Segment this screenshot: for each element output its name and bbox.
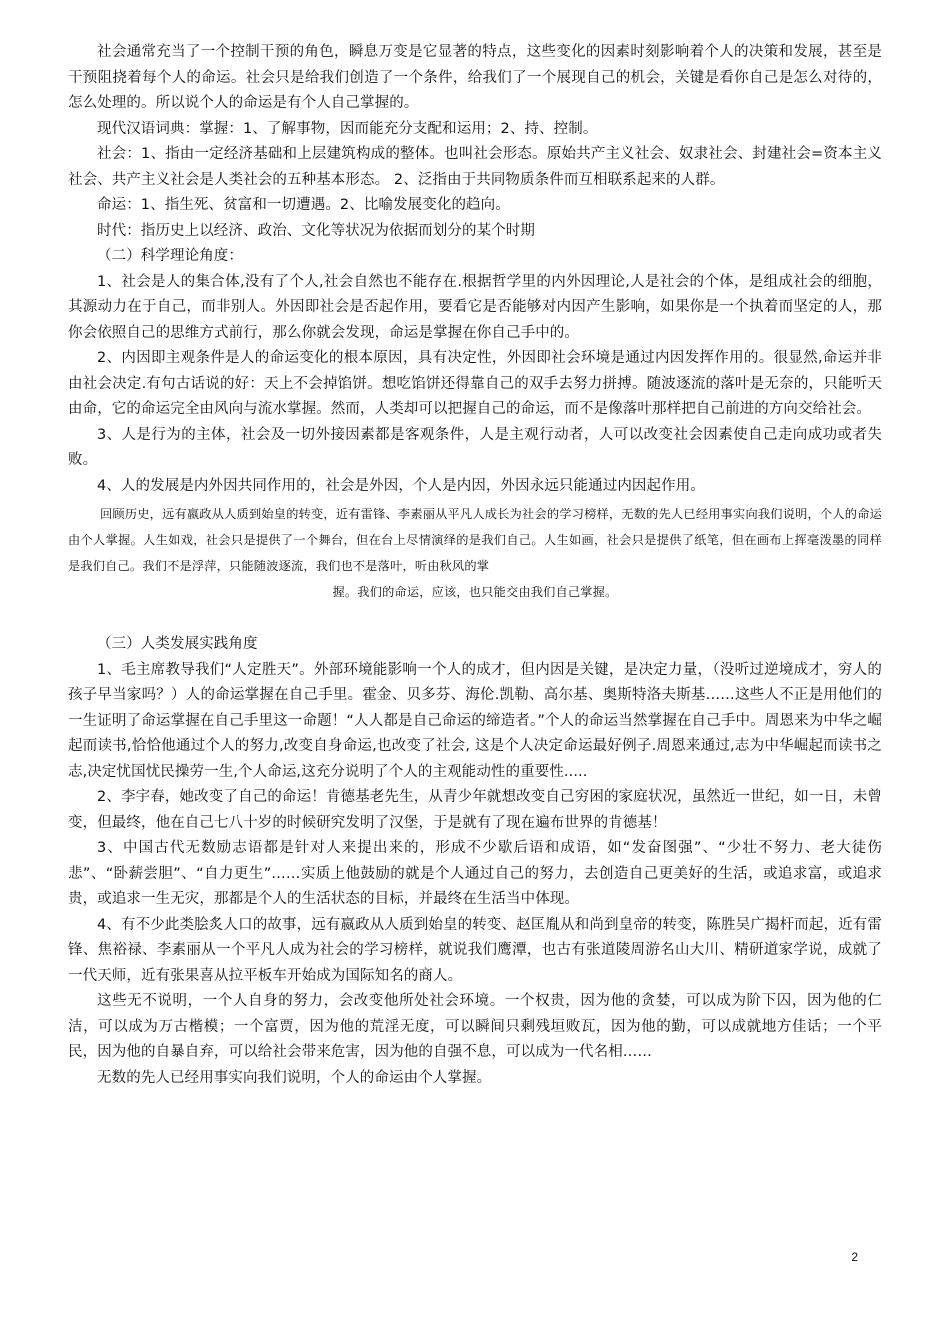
- paragraph-theory-point-2: 2、内因即主观条件是人的命运变化的根本原因，具有决定性，外因即社会环境是通过内因发挥作用的。很显然,命运并非由社会决定.有句古话说的好：天上不会掉馅饼。想吃馅饼还得靠自己的双手去努力拼搏。随波逐流的落叶是无奈的，只能听天由命，它的命运完全由风向与流水掌握。然而，人类却可以把握自己的命运，而不是像落叶那样把自己前进的方向交给社会。: [68, 350, 882, 417]
- paragraph-social-role: 社会通常充当了一个控制干预的角色，瞬息万变是它显著的特点，这些变化的因素时刻影响着个人的决策和发展，甚至是干预阻挠着每个人的命运。社会只是给我们创造了一个条件，给我们了一个展现自己的机会，关键是看你自己是怎么对待的，怎么处理的。所以说个人的命运是有个人自己掌握的。: [68, 44, 882, 111]
- paragraph-dictionary-fate: 命运：1、指生死、贫富和一切遭遇。2、比喻发展变化的趋向。: [97, 197, 510, 213]
- paragraph-dictionary-society: 社会：1、指由一定经济基础和上层建筑构成的整体。也叫社会形态。原始共产主义社会、奴隶社会、封建社会=资本主义社会、共产主义社会是人类社会的五种基本形态。 2、泛指由于共同物质条件而互相联系起来的人群。: [68, 146, 882, 188]
- paragraph-conclusion: 无数的先人已经用事实向我们说明，个人的命运由个人掌握。: [97, 1069, 492, 1086]
- section-spacer: [68, 605, 882, 632]
- section-heading-human-practice: （三）人类发展实践角度: [97, 636, 258, 652]
- paragraph-history-review: [68, 501, 882, 605]
- document-body: [68, 40, 882, 1091]
- paragraph-practice-point-1: 1、毛主席教导我们“人定胜天”。外部环境能影响一个人的成才，但内因是关键，是决定力量，（没听过逆境成才，穷人的孩子早当家吗？）人的命运掌握在自己手里。霍金、贝多芬、海伦.凯勒、高尔基、奥斯特洛夫斯基……这些人不正是用他们的一生证明了命运掌握在自己手里这一命题！“人人都是自己命运的缔造者。”个人的命运当然掌握在自己手中。周恩来为中华之崛起而读书,恰恰他通过个人的努力,改变自身命运,也改变了社会, 这是个人决定命运最好例子.周恩来通过,志为中华崛起而读书之志,决定忧国忧民操劳一生,个人命运,这充分说明了个人的主观能动性的重要性.....: [68, 661, 882, 780]
- history-review-main-text: 回顾历史，远有嬴政从人质到始皇的转变，近有雷锋、李素丽从平凡人成长为社会的学习榜样，无数的先人已经用事实向我们说明，个人的命运由个人掌握。人生如戏，社会只是提供了一个舞台，但在台上尽情演绎的是我们自己。人生如画，社会只是提供了纸笔，但在画布上挥毫泼墨的同样是我们自己。我们不是浮萍，只能随波逐流，我们也不是落叶，听由秋风的掌: [68, 507, 882, 573]
- paragraph-practice-point-4: 4、有不少此类脍炙人口的故事，远有嬴政从人质到始皇的转变、赵匡胤从和尚到皇帝的转变，陈胜吴广揭杆而起，近有雷锋、焦裕禄、李素丽从一个平凡人成为社会的学习榜样，就说我们鹰潭，也古有张道陵周游名山大川、精研道家学说，成就了一代天师，近有张果喜从拉平板车开始成为国际知名的商人。: [68, 916, 882, 984]
- page-number: 2: [851, 1250, 858, 1264]
- history-review-last-line: 握。我们的命运，应该，也只能交由我们自己掌握。: [332, 585, 618, 599]
- paragraph-theory-point-4: 4、人的发展是内外因共同作用的，社会是外因，个人是内因，外因永远只能通过内因起作用。: [97, 477, 705, 494]
- paragraph-theory-point-3: 3、人是行为的主体，社会及一切外接因素都是客观条件，人是主观行动者，人可以改变社会因素使自己走向成功或者失败。: [68, 426, 882, 468]
- paragraph-self-effort: 这些无不说明，一个人自身的努力，会改变他所处社会环境。一个权贵，因为他的贪婪，可以成为阶下囚，因为他的仁洁，可以成为万古楷模；一个富贾，因为他的荒淫无度，可以瞬间只剩残垣败瓦，因为他的勤，可以成就地方佳话；一个平民，因为他的自暴自弃，可以给社会带来危害，因为他的自强不息，可以成为一代名相……: [68, 993, 882, 1060]
- paragraph-dictionary-grasp: 现代汉语词典：掌握：1、了解事物，因而能充分支配和运用；2、持、控制。: [97, 120, 598, 137]
- section-heading-science-theory: （二）科学理论角度：: [97, 248, 243, 264]
- paragraph-dictionary-era: 时代：指历史上以经济、政治、文化等状况为依据而划分的某个时期: [97, 222, 535, 239]
- paragraph-practice-point-2: 2、李宇春，她改变了自己的命运！肯德基老先生，从青少年就想改变自己穷困的家庭状况，虽然近一世纪，如一日，未曾变，但最终，他在自己七八十岁的时候研究发明了汉堡，于是就有了现在遍布世界的肯德基！: [68, 789, 882, 831]
- paragraph-practice-point-3: 3、中国古代无数励志语都是针对人来提出来的，形成不少歇后语和成语，如“发奋图强”、“少壮不努力、老大徒伤悲”、“卧薪尝胆”、“自力更生”……实质上他鼓励的就是个人通过自己的努力，去创造自己更美好的生活，或追求富，或追求贵，或追求一生无灾，那都是个人的生活状态的目标，并最终在生活当中体现。: [68, 840, 882, 907]
- paragraph-theory-point-1: 1、社会是人的集合体,没有了个人,社会自然也不能存在.根据哲学里的内外因理论,人是社会的个体，是组成社会的细胞，其源动力在于自己，而非别人。外因即社会是否起作用，要看它是否能够对内因产生影响，如果你是一个执着而坚定的人，那你会依照自己的思维方式前行，那么你就会发现，命运是掌握在你自己手中的。: [68, 273, 882, 341]
